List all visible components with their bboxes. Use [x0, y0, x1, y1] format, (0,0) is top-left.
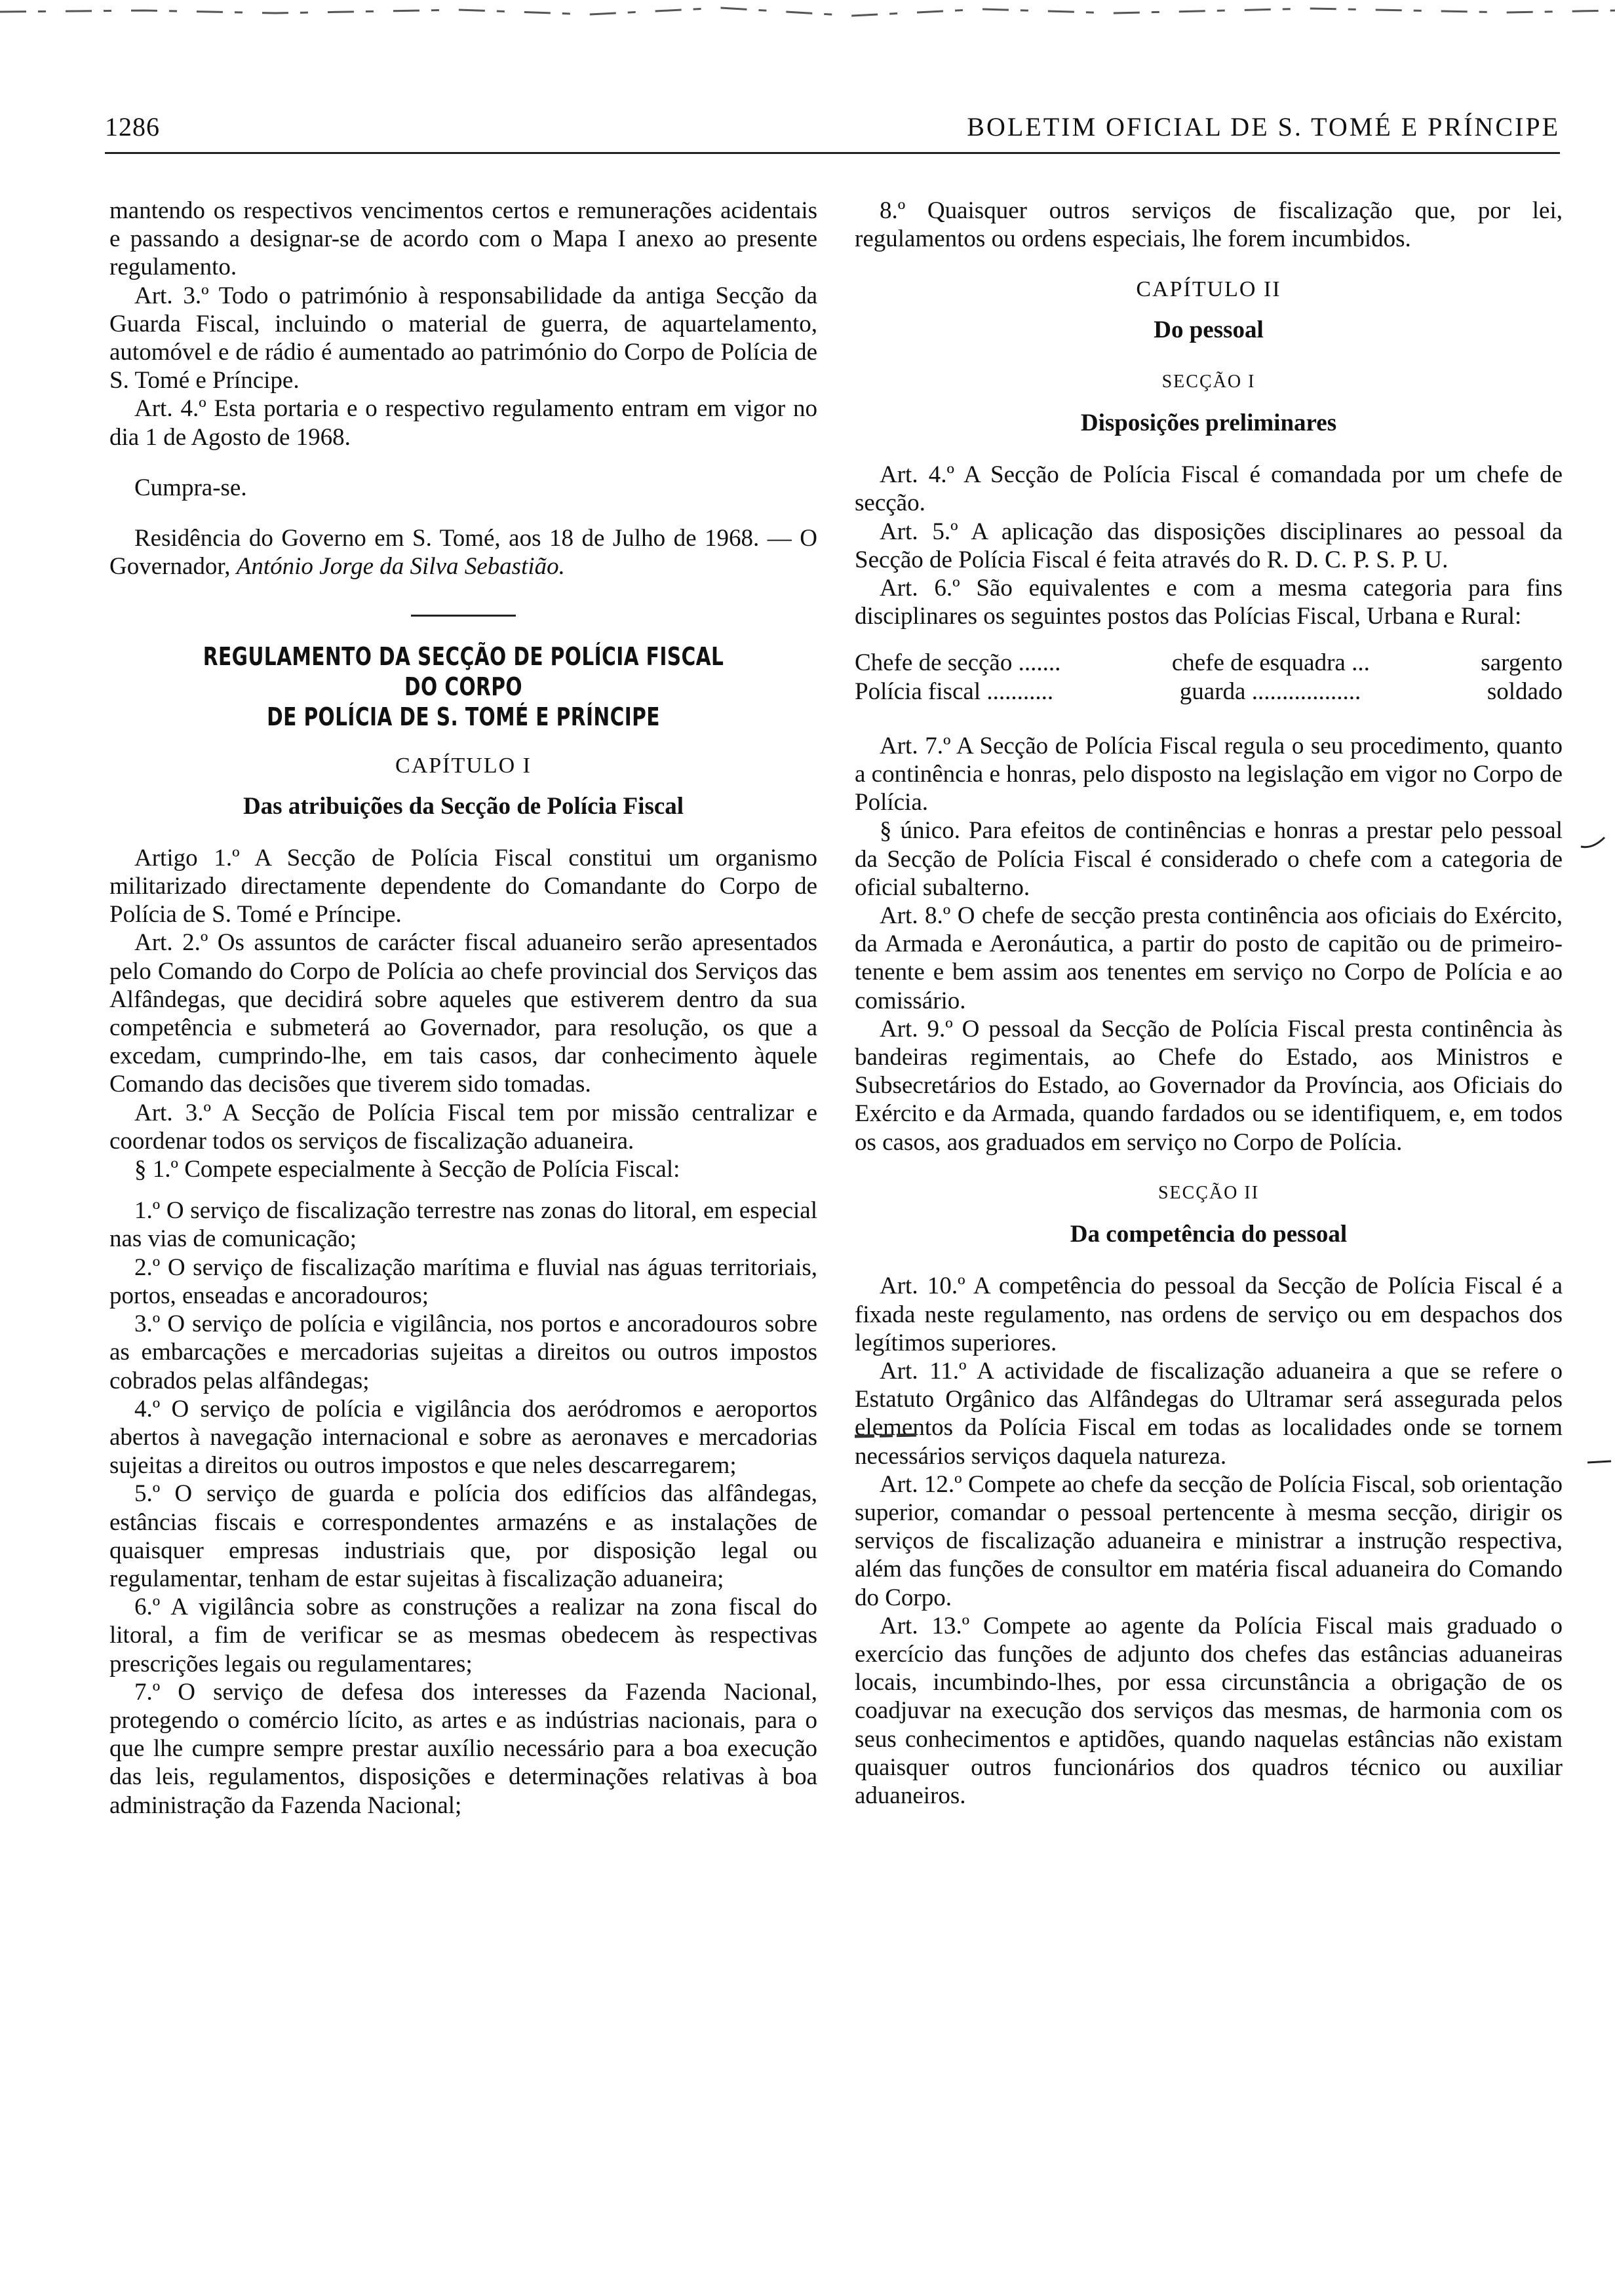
page-header — [105, 105, 1560, 151]
article-7: Art. 7.º A Secção de Polícia Fiscal regula o seu procedimento, quanto a continência e honras, pelo disposto na legislação em vigor no Corpo de Polícia. — [855, 732, 1563, 816]
section-heading: Da competência do pessoal — [1070, 1221, 1348, 1248]
governor-signature: António Jorge da Silva Sebastião. — [236, 553, 565, 581]
scan-margin-mark-icon — [1586, 1455, 1612, 1468]
closing-text: Residência do Governo em S. Tomé, aos 18 de Julho de 1968. — O Governador, — [109, 525, 817, 581]
closing-line — [109, 524, 817, 581]
list-item: 6.º A vigilância sobre as construções a realizar na zona fiscal do litoral, a fim de verificar se as mesmas obedecem às respectivas prescrições legais ou regulamentares; — [109, 1594, 817, 1677]
table-cell: Polícia fiscal ........... — [855, 678, 1054, 705]
section-label: SECÇÃO I — [1161, 371, 1256, 392]
chapter-heading: Do pessoal — [1154, 316, 1264, 343]
right-column — [855, 197, 1563, 1810]
article-11: Art. 11.º A actividade de fiscalização aduaneira a que se refere o Estatuto Orgânico das Alfândegas do Ultramar será assegurada pelos elementos da Polícia Fiscal em todas as localidades onde se tornem necessários serviços daquela natureza. — [855, 1357, 1563, 1470]
scan-top-edge-noise — [0, 0, 1615, 26]
scan-blot-icon — [852, 1428, 924, 1444]
left-column — [109, 197, 817, 1820]
scan-margin-mark-icon — [1580, 832, 1606, 852]
cumpra-se: Cumpra-se. — [134, 474, 247, 501]
article-10: Art. 10.º A competência do pessoal da Secção de Polícia Fiscal é a fixada neste regulamento, nas ordens de serviço ou em despachos dos legítimos superiores. — [855, 1272, 1563, 1356]
article-13: Art. 13.º Compete ao agente da Polícia Fiscal mais graduado o exercício das funções de adjunto dos chefes das estâncias aduaneiras locais, incumbindo-lhes, por essa circunstância a obrigação de os coadjuvar na execução dos serviços das mesmas, de harmonia com os seus conhecimentos e aptidões, quando naquelas estâncias não existam quaisquer outros funcionários dos quadros técnico ou auxiliar aduaneiros. — [855, 1612, 1563, 1809]
section-label: SECÇÃO II — [1158, 1182, 1260, 1203]
table-row — [855, 649, 1563, 677]
list-item: 4.º O serviço de polícia e vigilância dos aeródromos e aeroportos abertos à navegação internacional e sobre as aeronaves e mercadorias sujeitas a direitos ou outros impostos e que neles descarregarem; — [109, 1395, 817, 1480]
regulation-title-line-1: REGULAMENTO DA SECÇÃO DE POLÍCIA FISCAL DO CORPO — [203, 642, 724, 702]
article-8: Art. 8.º O chefe de secção presta continência aos oficiais do Exército, da Armada e Aeronáutica, a partir do posto de capitão ou de primeiro-tenente e bem assim aos tenentes em serviço no Corpo de Polícia e ao comissário. — [855, 902, 1563, 1014]
table-cell: sargento — [1481, 649, 1563, 677]
running-title: BOLETIM OFICIAL DE S. TOMÉ E PRÍNCIPE — [967, 112, 1560, 142]
list-item: 2.º O serviço de fiscalização marítima e fluvial nas águas territoriais, portos, enseadas e ancoradouros; — [109, 1253, 817, 1309]
section-heading: Disposições preliminares — [1080, 410, 1337, 437]
page-number: 1286 — [105, 112, 160, 142]
article-5: Art. 5.º A aplicação das disposições disciplinares ao pessoal da Secção de Polícia Fiscal é feita através do R. D. C. P. S. P. U. — [855, 518, 1563, 573]
table-cell: chefe de esquadra ... — [1171, 649, 1370, 677]
regulation-title-line-2: DE POLÍCIA DE S. TOMÉ E PRÍNCIPE — [267, 702, 660, 732]
paragraph: mantendo os respectivos vencimentos certos e remunerações acidentais e passando a designar-se de acordo com o Mapa I anexo ao presente regulamento. — [109, 197, 817, 281]
article-2: Art. 2.º Os assuntos de carácter fiscal aduaneiro serão apresentados pelo Comando do Corpo de Polícia ao chefe provincial dos Serviços das Alfândegas, que decidirá sobre aqueles que estiverem dentro da sua competência e submeterá ao Governador, para resolução, os que a excedam, cumprindo-lhe, em tais casos, dar conhecimento àquele Comando das decisões que tiverem sido tomadas. — [109, 929, 817, 1098]
rank-equivalence-table — [855, 649, 1563, 705]
article-6: Art. 6.º São equivalentes e com a mesma categoria para fins disciplinares os seguintes postos das Polícias Fiscal, Urbana e Rural: — [855, 575, 1563, 630]
list-item: 7.º O serviço de defesa dos interesses da Fazenda Nacional, protegendo o comércio lícito, as artes e as indústrias nacionais, para o que lhe cumpre sempre prestar auxílio necessário para a boa execução das leis, regulamentos, disposições e determinações relativas à boa administração da Fazenda Nacional; — [109, 1678, 817, 1819]
article-3-fiscal: Art. 3.º A Secção de Polícia Fiscal tem por missão centralizar e coordenar todos os serviços de fiscalização aduaneira. — [109, 1099, 817, 1155]
chapter-label: CAPÍTULO I — [395, 754, 532, 778]
article-1: Artigo 1.º A Secção de Polícia Fiscal constitui um organismo militarizado directamente dependente do Comandante do Corpo de Polícia de S. Tomé e Príncipe. — [109, 844, 817, 928]
chapter-label: CAPÍTULO II — [1136, 277, 1281, 302]
paragraph-1: § 1.º Compete especialmente à Secção de Polícia Fiscal: — [134, 1156, 680, 1183]
article-9: Art. 9.º O pessoal da Secção de Polícia Fiscal presta continência às bandeiras regimentais, ao Chefe do Estado, aos Ministros e Subsecretários do Estado, ao Governador da Província, aos Oficiais do Exército e da Armada, quando fardados ou se identifiquem, e, em todos os casos, aos graduados em serviço no Corpo de Polícia. — [855, 1015, 1563, 1156]
list-item: 5.º O serviço de guarda e polícia dos edifícios das alfândegas, estâncias fiscais e correspondentes armazéns e as instalações de quaisquer empresas industriais que, por disposição legal ou regulamentar, tenham de estar sujeitas à fiscalização aduaneira; — [109, 1480, 817, 1592]
section-divider — [411, 615, 516, 617]
article-4-pessoal: Art. 4.º A Secção de Polícia Fiscal é comandada por um chefe de secção. — [855, 461, 1563, 517]
table-cell: Chefe de secção ....... — [855, 649, 1061, 677]
list-item: 3.º O serviço de polícia e vigilância, nos portos e ancoradouros sobre as embarcações e mercadorias sujeitas a direitos ou outros impostos cobrados pelas alfândegas; — [109, 1311, 817, 1394]
table-cell: guarda .................. — [1179, 678, 1361, 705]
header-rule — [105, 152, 1560, 154]
table-row — [855, 678, 1563, 706]
list-item: 8.º Quaisquer outros serviços de fiscalização que, por lei, regulamentos ou ordens especiais, lhe forem incumbidos. — [855, 197, 1563, 253]
paragraph-unico: § único. Para efeitos de continências e honras a prestar pelo pessoal da Secção de Polícia Fiscal é considerado o chefe com a categoria de oficial subalterno. — [855, 817, 1563, 901]
list-item: 1.º O serviço de fiscalização terrestre nas zonas do litoral, em especial nas vias de comunicação; — [109, 1197, 817, 1253]
chapter-heading: Das atribuições da Secção de Polícia Fiscal — [243, 792, 684, 820]
article-12: Art. 12.º Compete ao chefe da secção de Polícia Fiscal, sob orientação superior, comandar o pessoal pertencente à mesma secção, dirigir os serviços de fiscalização aduaneira e ministrar a instrução respectiva, além das funções de consultor em matéria fiscal aduaneira do Comando do Corpo. — [855, 1470, 1563, 1611]
table-cell: soldado — [1487, 678, 1563, 705]
article-3: Art. 3.º Todo o património à responsabilidade da antiga Secção da Guarda Fiscal, incluindo o material de guerra, de aquartelamento, automóvel e de rádio é aumentado ao património do Corpo de Polícia de S. Tomé e Príncipe. — [109, 282, 817, 394]
article-4: Art. 4.º Esta portaria e o respectivo regulamento entram em vigor no dia 1 de Agosto de 1968. — [109, 395, 817, 451]
